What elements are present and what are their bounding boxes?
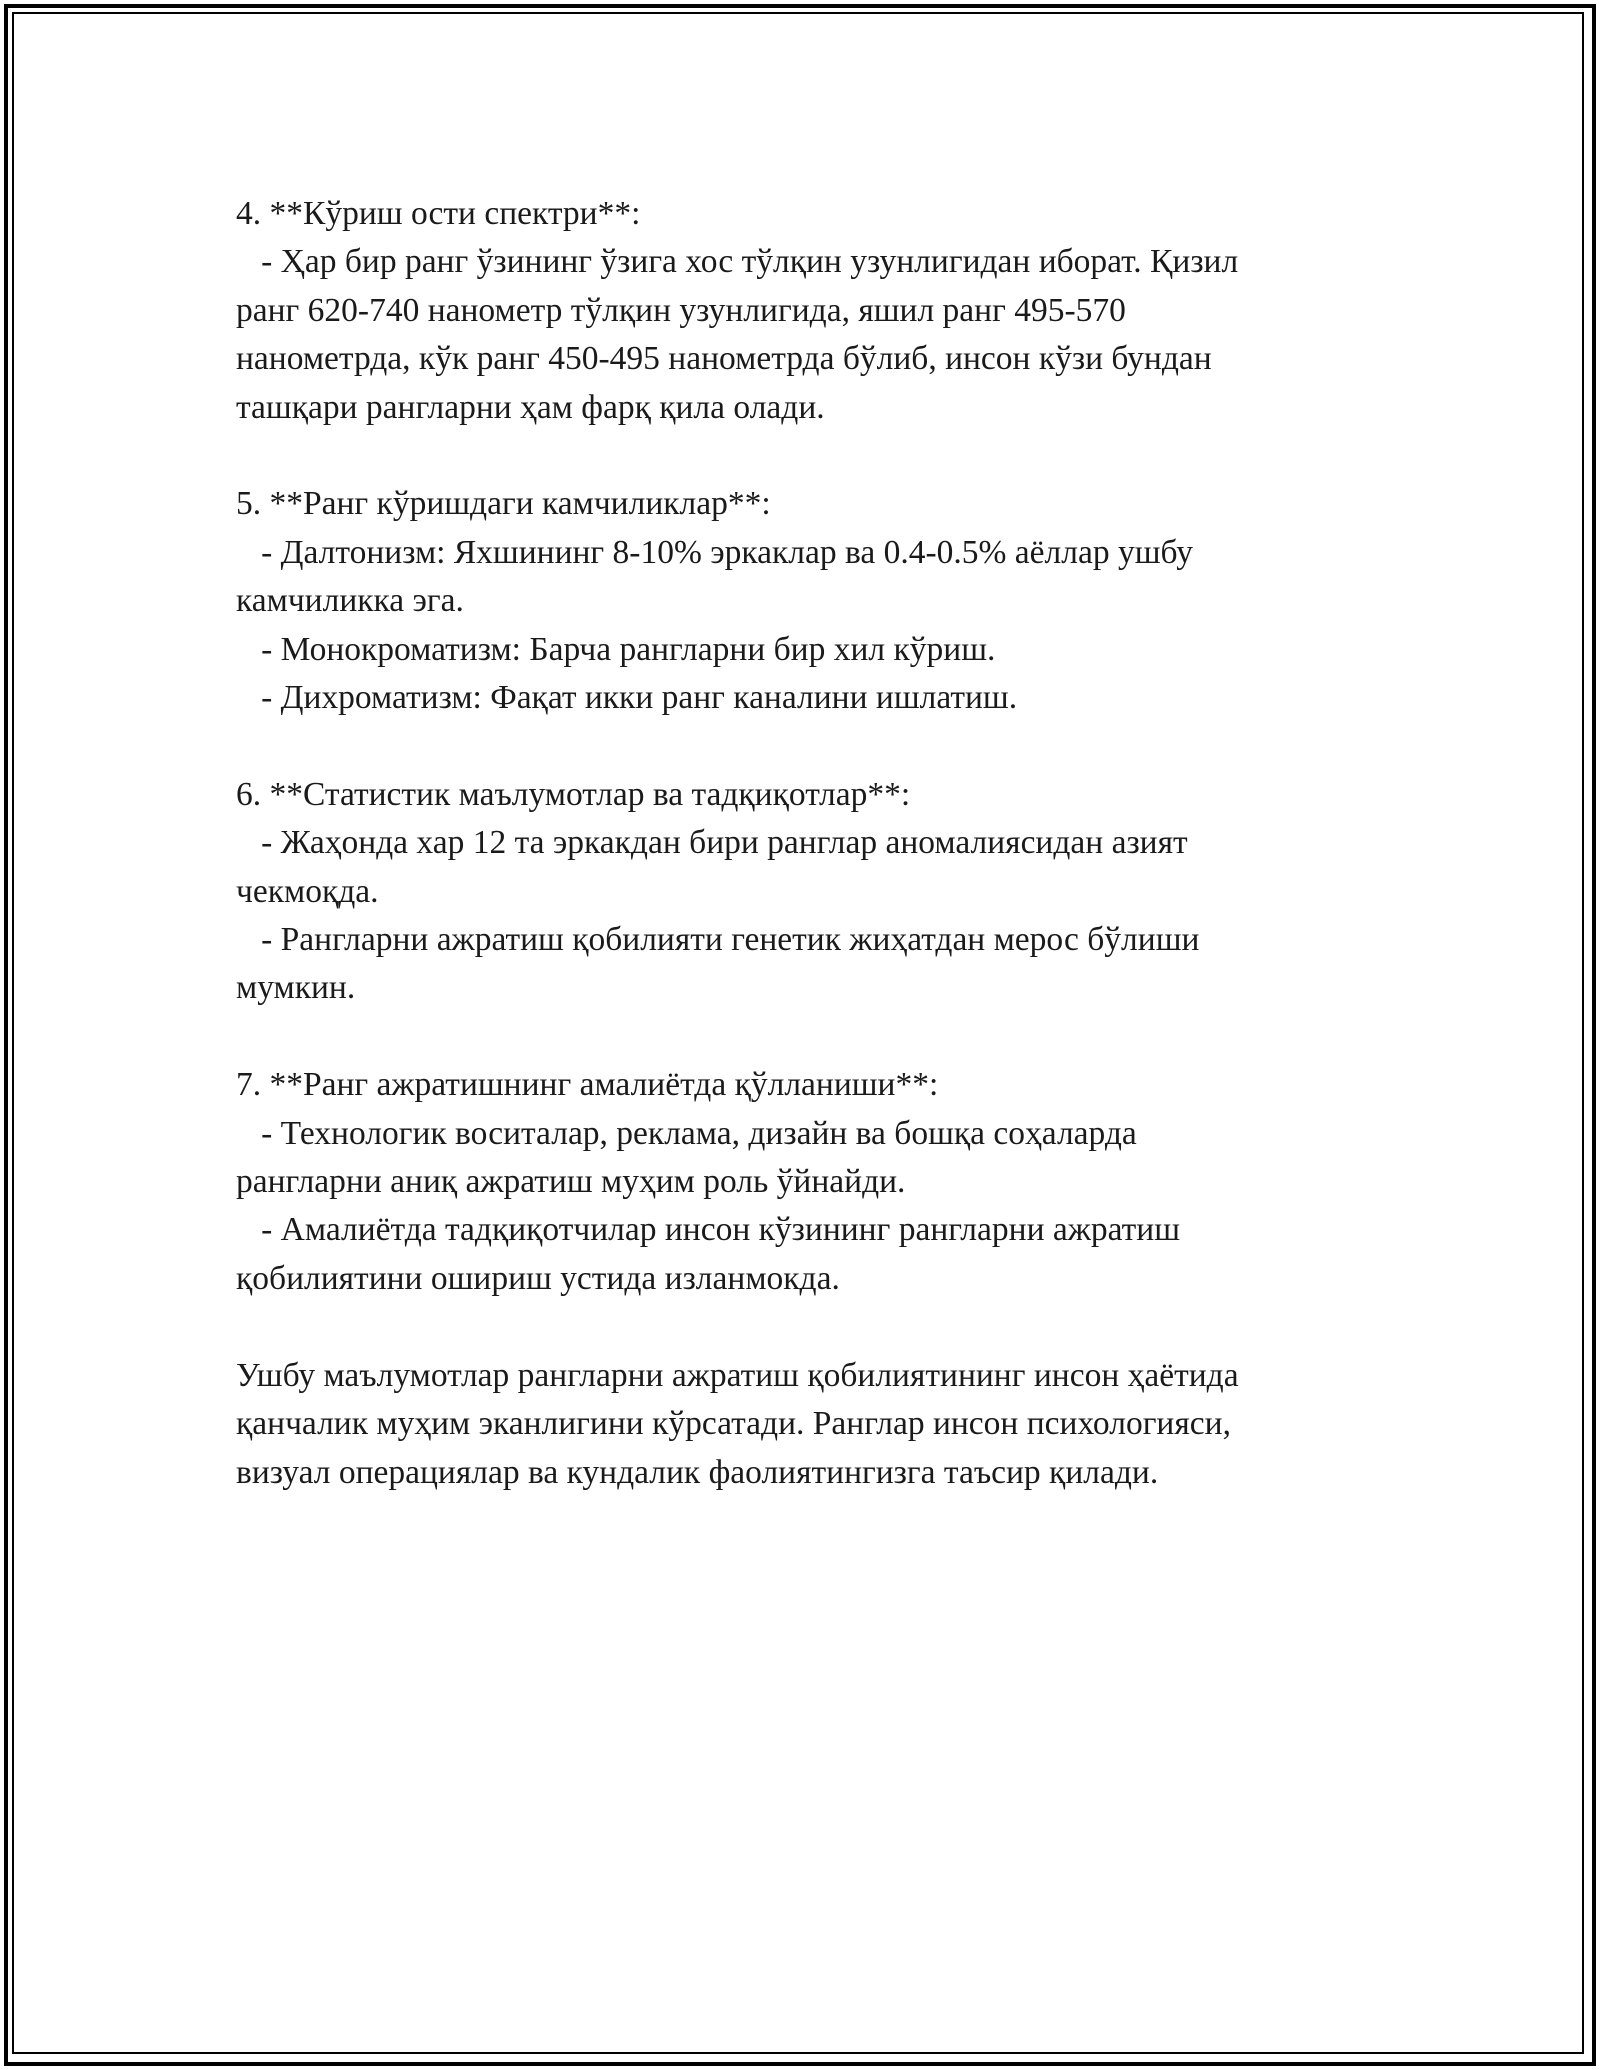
bullet-item — [236, 916, 1376, 1013]
paragraph-spacer — [236, 722, 1376, 770]
text-line: камчиликка эга. — [236, 582, 464, 620]
section-heading: 7. **Ранг ажратишнинг амалиётда қўлланиши**: — [236, 1066, 939, 1104]
text-line: Ушбу маълумотлар рангларни ажратиш қобилиятининг инсон ҳаётида — [236, 1356, 1239, 1394]
section-4 — [236, 190, 1376, 432]
text-line: рангларни аниқ ажратиш муҳим роль ўйнайди. — [236, 1163, 906, 1201]
text-line: - Дихроматизм: Фақат икки ранг каналини ишлатиш. — [236, 679, 1018, 717]
section-heading: 6. **Статистик маълумотлар ва тадқиқотлар**: — [236, 775, 911, 813]
paragraph-spacer — [236, 1013, 1376, 1061]
bullet-item — [236, 238, 1376, 432]
text-line: - Жаҳонда хар 12 та эркакдан бири ранглар аномалиясидан азият — [236, 824, 1188, 862]
section-heading: 5. **Ранг кўришдаги камчиликлар**: — [236, 485, 771, 523]
bullet-item — [236, 1110, 1376, 1207]
text-line: - Монокроматизм: Барча рангларни бир хил кўриш. — [236, 630, 996, 668]
section-6 — [236, 771, 1376, 1013]
conclusion-paragraph — [236, 1352, 1376, 1497]
text-line: - Амалиётда тадқиқотчилар инсон кўзининг рангларни ажратиш — [236, 1211, 1181, 1249]
text-line: нанометрда, кўк ранг 450-495 нанометрда бўлиб, инсон кўзи бундан — [236, 340, 1212, 378]
bullet-item — [236, 674, 1376, 722]
paragraph-spacer — [236, 1303, 1376, 1351]
section-5 — [236, 480, 1376, 722]
section-heading: 4. **Кўриш ости спектри**: — [236, 195, 641, 232]
text-line: - Технологик воситалар, реклама, дизайн ва бошқа соҳаларда — [236, 1114, 1137, 1152]
text-line: - Далтонизм: Яхшининг 8-10% эркаклар ва 0.4-0.5% аёллар ушбу — [236, 533, 1194, 571]
text-line: қобилиятини ошириш устида изланмокда. — [236, 1259, 840, 1297]
text-line: - Ҳар бир ранг ўзининг ўзига хос тўлқин узунлигидан иборат. Қизил — [236, 243, 1239, 281]
document-body — [236, 190, 1376, 1497]
text-line: ранг 620-740 нанометр тўлқин узунлигида, яшил ранг 495-570 — [236, 291, 1126, 329]
bullet-item — [236, 529, 1376, 626]
section-7 — [236, 1061, 1376, 1303]
bullet-item — [236, 819, 1376, 916]
bullet-item — [236, 626, 1376, 674]
text-line: қанчалик муҳим эканлигини кўрсатади. Ранглар инсон психологияси, — [236, 1405, 1231, 1443]
text-line: ташқари рангларни ҳам фарқ қила олади. — [236, 388, 825, 426]
bullet-item — [236, 1206, 1376, 1303]
text-line: мумкин. — [236, 969, 356, 1007]
text-line: визуал операциялар ва кундалик фаолиятингизга таъсир қилади. — [236, 1453, 1159, 1491]
paragraph-spacer — [236, 432, 1376, 480]
text-line: - Рангларни ажратиш қобилияти генетик жиҳатдан мерос бўлиши — [236, 921, 1200, 959]
text-line: чекмоқда. — [236, 872, 379, 910]
